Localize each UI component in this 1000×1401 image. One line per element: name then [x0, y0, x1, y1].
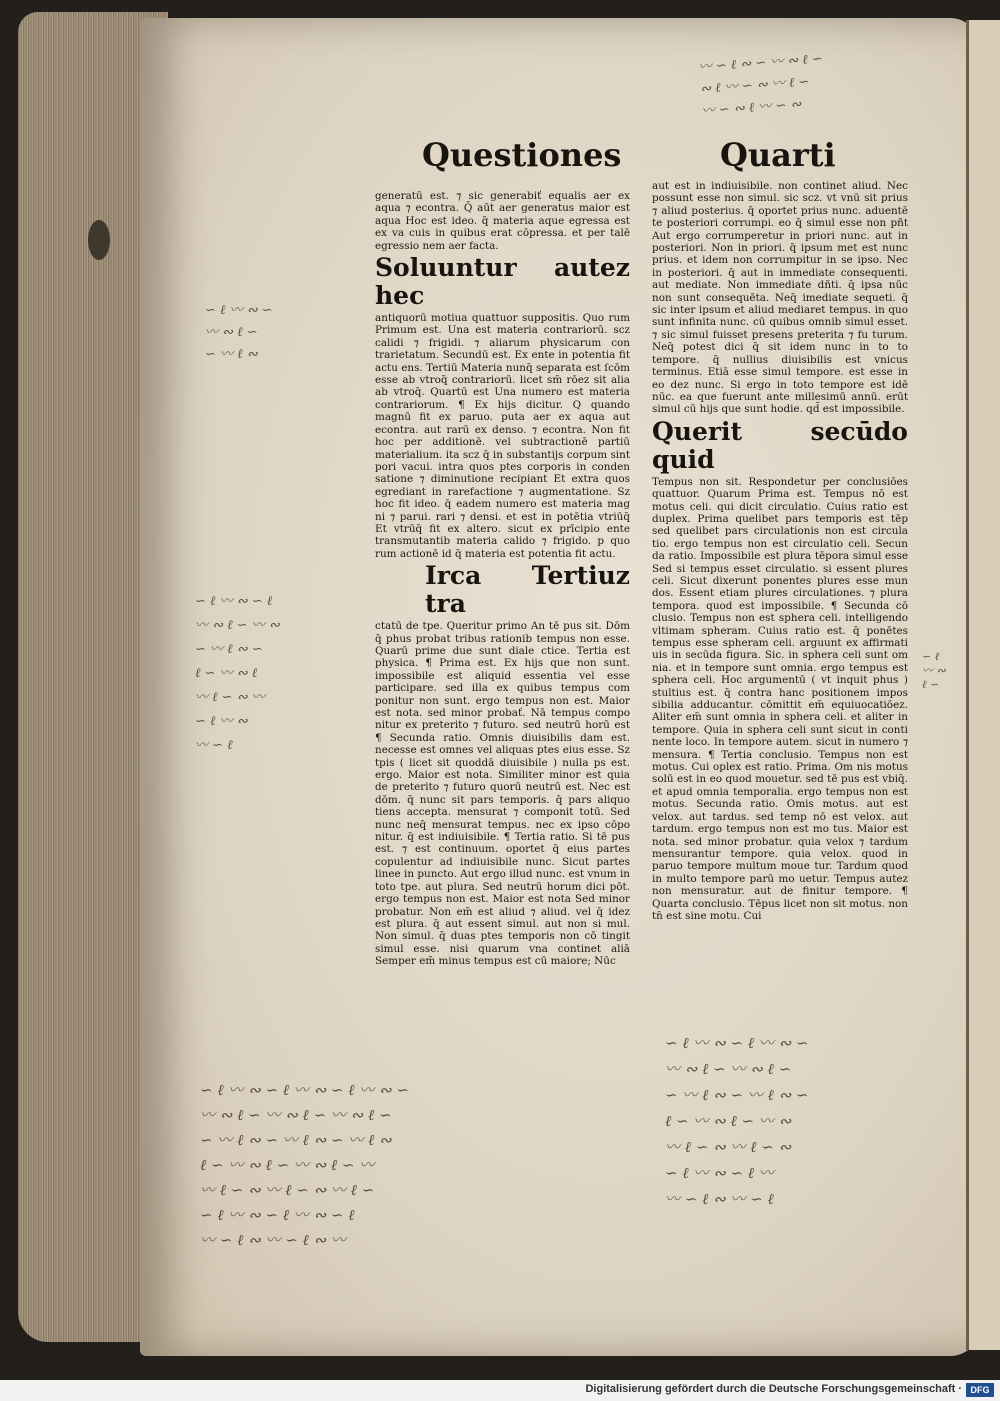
left-text-column	[375, 190, 630, 1025]
left-paragraph-2: antiquorū motiua quattuor suppositis. Quo rum Primum est. Una est materia contrariorū. scz calidi ⁊ frigidi. ⁊ aliarum physicarum con trarietatum. Secundū est. Ex ente in potentia fit actu ens. Tertiū Materia nunq̄ separata est ſcōm esse ab vtroq̄ contrariorū. licet sm̄ rōez sit alia ab vtroq̄. Quartū est Una numero est materia contrariorum. ¶ Ex hijs dicitur. Q quando magnū fit ex paruo. puta aer ex aqua aut econtra. aut rarū ex denso. ⁊ econtra. Non fit hoc per additionē. vel subtractionē partiū materialium. ita scz q̄ in substantijs corpum sint pori vacui. intra quos ptes corporis in conden satione ⁊ diminutione recipiant Et extra quos egrediant in rarefactione ⁊ augmentatione. Sz hoc fit ideo. q̄ eadem numero est materia mag ni ⁊ parui. rari ⁊ densi. et est in potētia vtriūq̄ Et vtrūq̄ fit ex altero. sicut ex prīcipio ente transmutantib materia calido ⁊ frigido. p quo rum actionē id q̄ materia est potentia fit actu.	[375, 312, 630, 560]
running-header-left: Questiones	[422, 136, 622, 174]
footer-bar	[0, 1380, 1000, 1401]
handwritten-note-right-margin: ∽ ℓ 〰 ∾ ℓ ∽	[922, 650, 946, 691]
left-paragraph-1: generatū est. ⁊ sic generabiť equalis aer ex aqua ⁊ econtra. Q̄ aūt aer generatus maior est aqua Hoc est ideo. q̄ materia aque egressa est ex va cuis in quibus erat cōpressa. et per talē egressio nem aer facta.	[375, 190, 630, 252]
handwritten-note-bottom-left: ∽ ℓ 〰 ∾ ∽ ℓ 〰 ∾ ∽ ℓ 〰 ∾ ∽ 〰 ∾ ℓ ∽ 〰 ∾ ℓ ∽ 〰 ∾ ℓ ∽ ∽ 〰 ℓ ∾ ∽ 〰 ℓ ∾ ∽ 〰 ℓ ∾ ℓ ∽ 〰 ∾ ℓ ∽ 〰 ∾ ℓ ∽ 〰 〰 ℓ ∽ ∾ 〰 ℓ ∽ ∾ 〰 ℓ ∽ ∽ ℓ 〰 ∾ ∽ ℓ 〰 ∾ ∽ ℓ 〰 ∽ ℓ ∾ 〰 ∽ ℓ ∾ 〰	[200, 1081, 409, 1249]
left-paragraph-3: ctatū de tpe. Queritur primo An tē pus sit. Dōm q̄ phus probat tribus rationib tempus non esse. Quarū prime due sunt diale ctice. Tertia est physica. ¶ Prima est. Ex hijs que non sunt. impossibile est aliquid essentia vel esse participare. sed illa ex quibus tempus com ponitur non sunt. ergo tempus non est. Maior est nota. sed minor probať. Nā tempus compo nitur ex preterito ⁊ futuro. sed neutrū horū est ¶ Secunda ratio. Omnis diuisibilis dam est. necesse est omnes vel aliquas ptes eius esse. Sz tpis ( licet sit quoddā diuisibile ) nulla ps est. ergo. Maior est nota. Similiter minor est quia de preterito ⁊ futuro quorū neutrū est. Nec est dōm. q̄ nunc sit pars temporis. q̄ pars aliquo tiens accepta. mensurat ⁊ componit totū. Sed nunc neq̄ mensurat tempus. nec ex ipso cōpo nitur. q̄ est indiuisibile. ¶ Tertia ratio. Si tē pus est. ⁊ est continuum. oportet q̄ eius partes copulentur ad indiuisibile nunc. Sicut partes linee in puncto. Aut ergo illud nunc. est vnum in toto tpe. aut plura. Sed neutrū horum dici pōt. ergo tempus non est. Maior est nota Sed minor probatur. Non em̄ est aliud ⁊ aliud. vel q̄ idez est plura. q̄ aut essent simul. aut non si mul. Non simul. q̄ duas ptes temporis non cō tingit simul esse. nisi quarum vna continet aliā Semper em̄ minus tempus est cū maiore; Nūc	[375, 620, 630, 968]
handwritten-note-top-right: 〰 ∽ ℓ ∾ ∽ 〰 ∾ ℓ ∽ ∾ ℓ 〰 ∽ ∾ 〰 ℓ ∽ 〰 ∽ ∾ ℓ 〰 ∽ ∾	[698, 51, 824, 119]
right-paragraph-1: aut est in indiuisibile. non continet aliud. Nec possunt esse non simul. sic scz. vt vnū sit prius ⁊ aliud posterius. q̄ oportet prius nunc. aduentē te posteriori corrumpi. eo q̄ simul esse non pñt Aut ergo corrumperetur in priori nunc. aut in posteriori. Non in priori. q̄ ipsum met est nunc prius. et idem non corrumpitur in se ipso. Nec in posteriori. q̄ aut in immediate consequenti. aut mediate. Non immediate dñti. q̄ ipsa nūc non sunt consequēta. Neq̄ imediate sequeti. q̄ sic inter ipsum et aliud mediaret tempus. in quo sunt infinita nunc. cū quibus omnib simul esset. ⁊ sic simul fuisset presens preterita ⁊ fu turum. Neq̄ potest dici q̄ sit idem nunc in to to tempore. q̄ nullius diuisibilis est vnicus terminus. Etiā esse simul tempore. est esse in eo dez nunc. Si ergo in toto tempore est idē nūc. ea que fuerunt ante millesimū annū. erūt simul cū hijs que sunt hodie. qd̄ est impossibile.	[652, 180, 908, 416]
dfg-logo: DFG	[966, 1383, 994, 1397]
left-heading-2: Irca Tertiuz tra	[425, 561, 630, 619]
footer-credit: Digitalisierung gefördert durch die Deutsche Forschungsgemeinschaft ·	[585, 1383, 962, 1395]
right-heading-1: Querit secūdo quid	[652, 416, 908, 474]
handwritten-note-left-2: ∽ ℓ 〰 ∾ ∽ ℓ 〰 ∾ ℓ ∽ 〰 ∾ ∽ 〰 ℓ ∾ ∽ ℓ ∽ 〰 ∾ ℓ 〰 ℓ ∽ ∾ 〰 ∽ ℓ 〰 ∾ 〰 ∽ ℓ	[195, 594, 280, 753]
right-paragraph-2: Tempus non sit. Respondetur per conclusiōes quattuor. Quarum Prima est. Tempus nō est motus celi. qui dicit circulatio. Cuius ratio est duplex. Prima quelibet pars temporis est tēp sed quelibet pars circulationis non est circula tio. ergo tempus non est circulatio celi. Secun da ratio. Impossibile est plura tēpora simul esse Sed si tempus esset circulatio. si essent plures celi. Sicut dixerunt ponentes plures esse mun dos. Essent etiam plures circulationes. ⁊ plura tempora. quod est impossibile. ¶ Secunda cō clusio. Tempus non est sphera celi. intelligendo vltimam spheram. Cuius ratio est. q̄ ponētes tempus esse spheram celi. arguunt ex affirmati uis in secūda figura. Sic. in sphera celi sunt om nia. et in tempore sunt omnia. ergo tempus est sphera celi. Hoc argumentū ( vt inquit phus ) stultius est. q̄ contra hanc positionem impos sibilia adducantur. cōmittit em̄ equiuocatiōez. Aliter em̄ sunt omnia in sphera celi. et aliter in tempore. Quia in sphera celi sunt sicut in conti nente loco. In tempore autem. sicut in numero ⁊ mensura. ¶ Tertia conclusio. Tempus non est motus. Cui oplex est ratio. Prima. Om nis motus solū est in eo quod mouetur. sed tē pus est vbiq̄. et apud omnia temporalia. ergo tempus non est motus. Secunda ratio. Omis motus. aut est velox. aut tardus. sed temp nō est velox. aut tardum. ergo tempus non est mo tus. Maior est nota. sed minor probatur. quia velox ⁊ tardum mensurantur tempore. quia velox. quod in paruo tempore multum moue tur. Tardum quod in multo tempore parū mo uetur. Tempus autez non mensuratur. aut de finitur tempore. ¶ Quarta conclusio. Tēpus licet non sit motus. non tn̄ est sine motu. Cui	[652, 475, 908, 922]
left-heading-1: Soluuntur autez hec	[375, 253, 630, 311]
right-text-column	[652, 180, 908, 1008]
handwritten-note-bottom-right: ∽ ℓ 〰 ∾ ∽ ℓ 〰 ∾ ∽ 〰 ∾ ℓ ∽ 〰 ∾ ℓ ∽ ∽ 〰 ℓ ∾ ∽ 〰 ℓ ∾ ∽ ℓ ∽ 〰 ∾ ℓ ∽ 〰 ∾ 〰 ℓ ∽ ∾ 〰 ℓ ∽ ∾ ∽ ℓ 〰 ∾ ∽ ℓ 〰 〰 ∽ ℓ ∾ 〰 ∽ ℓ	[665, 1034, 809, 1208]
handwritten-note-left-1: ∽ ℓ 〰 ∾ ∽ 〰 ∾ ℓ ∽ ∽ 〰 ℓ ∾	[205, 303, 273, 362]
running-header-right: Quarti	[720, 136, 836, 174]
ink-stain	[88, 220, 110, 260]
